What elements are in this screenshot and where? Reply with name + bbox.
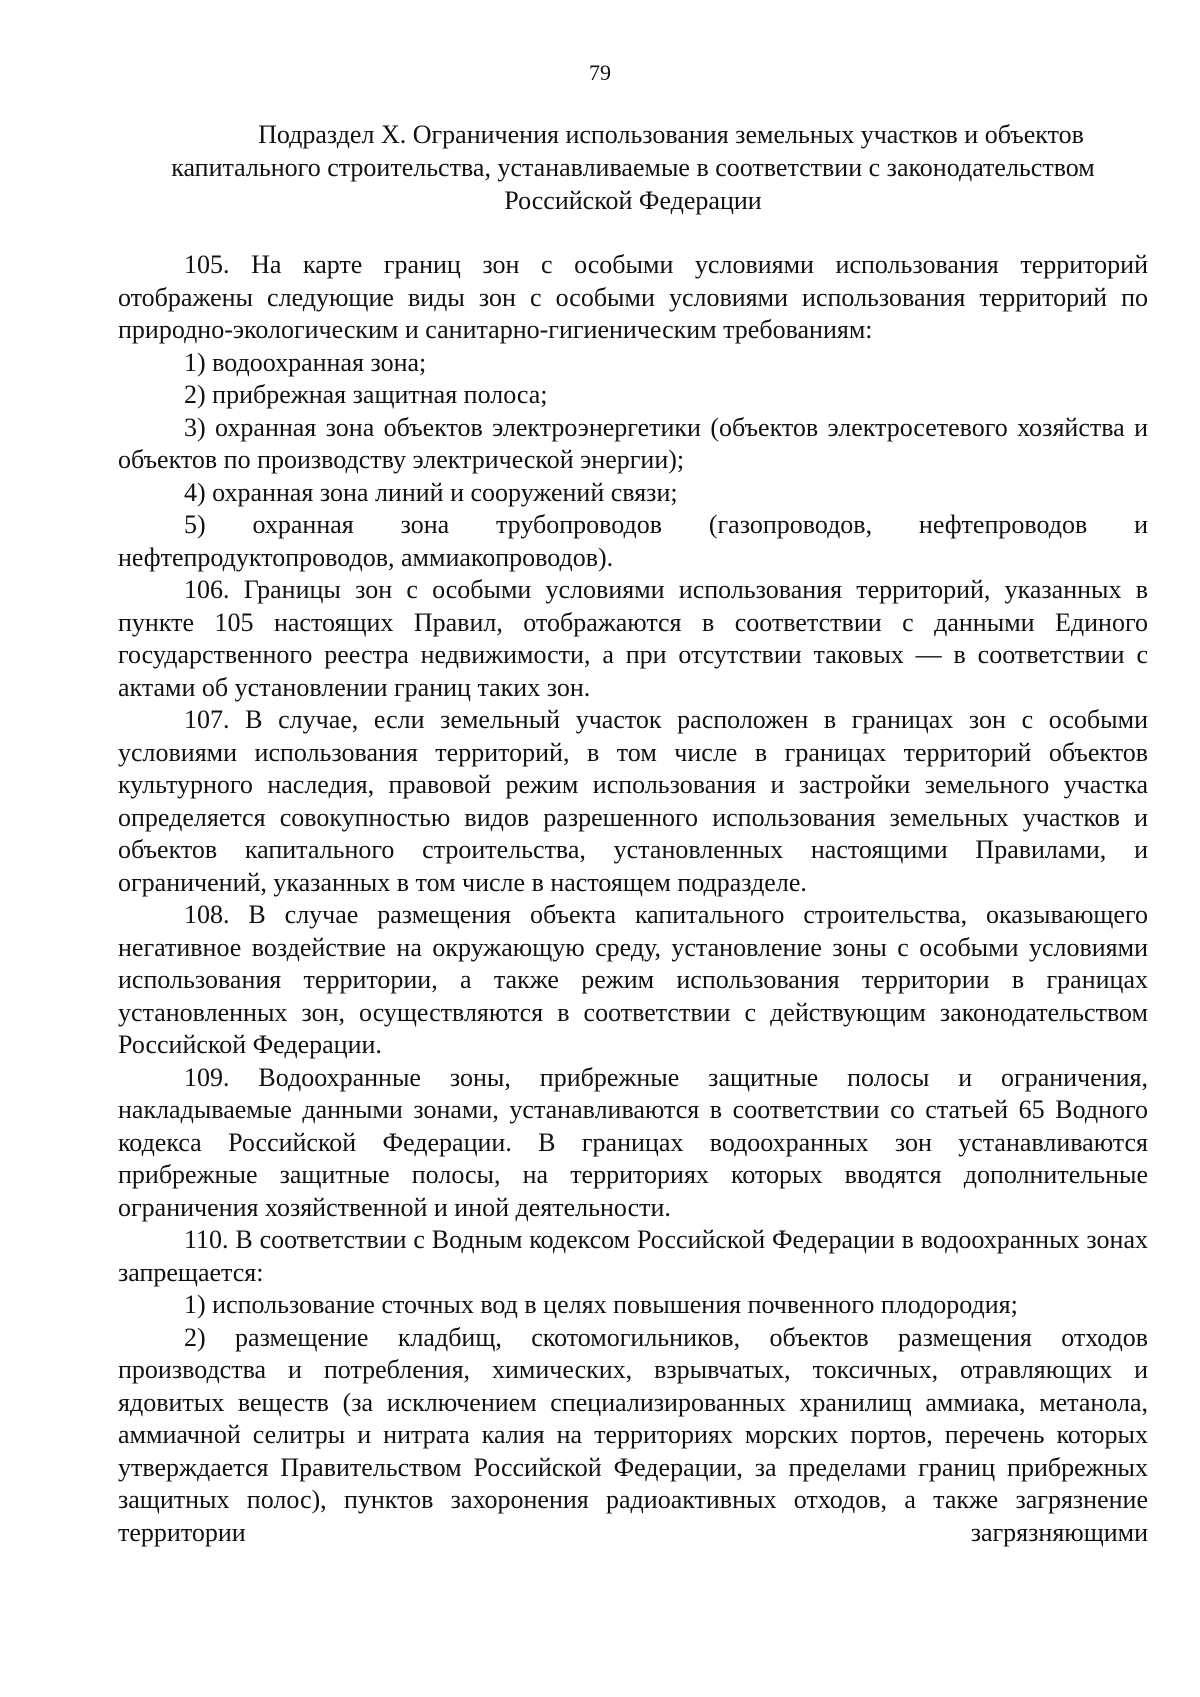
- paragraph-105: 105. На карте границ зон с особыми условиями использования территорий отображены следующие виды зон с особыми условиями использования территорий по природно-экологическим и санитарно-гигиеническим требованиям:: [118, 250, 1148, 344]
- list-item-communication-lines-zone: 4) охранная зона линий и сооружений связи;: [184, 477, 678, 507]
- paragraph-107: 107. В случае, если земельный участок расположен в границах зон с особыми условиями использования территорий, в том числе в границах территорий объектов культурного наследия, правовой режим использования и застройки земельного участка определяется совокупностью видов разрешенного использования земельных участков и объектов капитального строительства, установленных настоящими Правилами, и ограничений, указанных в том числе в настоящем подразделе.: [118, 705, 1148, 897]
- list-item-power-protection-zone: 3) охранная зона объектов электроэнергетики (объектов электросетевого хозяйства и объектов по производству электрической энергии);: [118, 412, 1148, 474]
- paragraph-110: 110. В соответствии с Водным кодексом Российской Федерации в водоохранных зонах запрещается:: [118, 1225, 1148, 1287]
- list-item-pipelines-zone: 5) охранная зона трубопроводов (газопроводов, нефтепроводов и нефтепродуктопроводов, аммиакопроводов).: [118, 510, 1148, 572]
- heading-line: Российской Федерации: [504, 186, 762, 215]
- page-number: 79: [589, 60, 611, 85]
- heading-line: капитального строительства, устанавливаемые в соответствии с законодательством: [171, 153, 1095, 182]
- document-body: [118, 249, 1148, 1549]
- list-item-coastal-strip: 2) прибрежная защитная полоса;: [184, 380, 548, 409]
- paragraph-106: 106. Границы зон с особыми условиями использования территорий, указанных в пункте 105 настоящих Правил, отображаются в соответствии с данными Единого государственного реестра недвижимости, а при отсутствии таковых — в соответствии с актами об установлении границ таких зон.: [118, 575, 1148, 702]
- section-heading: [118, 118, 1148, 217]
- paragraph-109: 109. Водоохранные зоны, прибрежные защитные полосы и ограничения, накладываемые данными зонами, устанавливаются в соответствии со статьей 65 Водного кодекса Российской Федерации. В границах водоохранных зон устанавливаются прибрежные защитные полосы, на территориях которых вводятся дополнительные ограничения хозяйственной и иной деятельности.: [118, 1062, 1148, 1222]
- heading-line: Подраздел X. Ограничения использования земельных участков и объектов: [258, 120, 1084, 149]
- list-item-cemeteries-waste: 2) размещение кладбищ, скотомогильников, объектов размещения отходов производства и потребления, химических, взрывчатых, токсичных, отравляющих и ядовитых веществ (за исключением специализированных хранилищ аммиака, метанола, аммиачной селитры и нитрата калия на территориях морских портов, перечень которых утверждается Правительством Российской Федерации, за пределами границ прибрежных защитных полос), пунктов захоронения радиоактивных отходов, а также загрязнение территории загрязняющими: [118, 1322, 1148, 1547]
- list-item-wastewater: 1) использование сточных вод в целях повышения почвенного плодородия;: [184, 1290, 1018, 1319]
- list-item-water-protection-zone: 1) водоохранная зона;: [184, 347, 427, 377]
- paragraph-108: 108. В случае размещения объекта капитального строительства, оказывающего негативное воздействие на окружающую среду, установление зоны с особыми условиями использования территории, а также режим использования территории в границах установленных зон, осуществляются в соответствии с действующим законодательством Российской Федерации.: [118, 900, 1148, 1059]
